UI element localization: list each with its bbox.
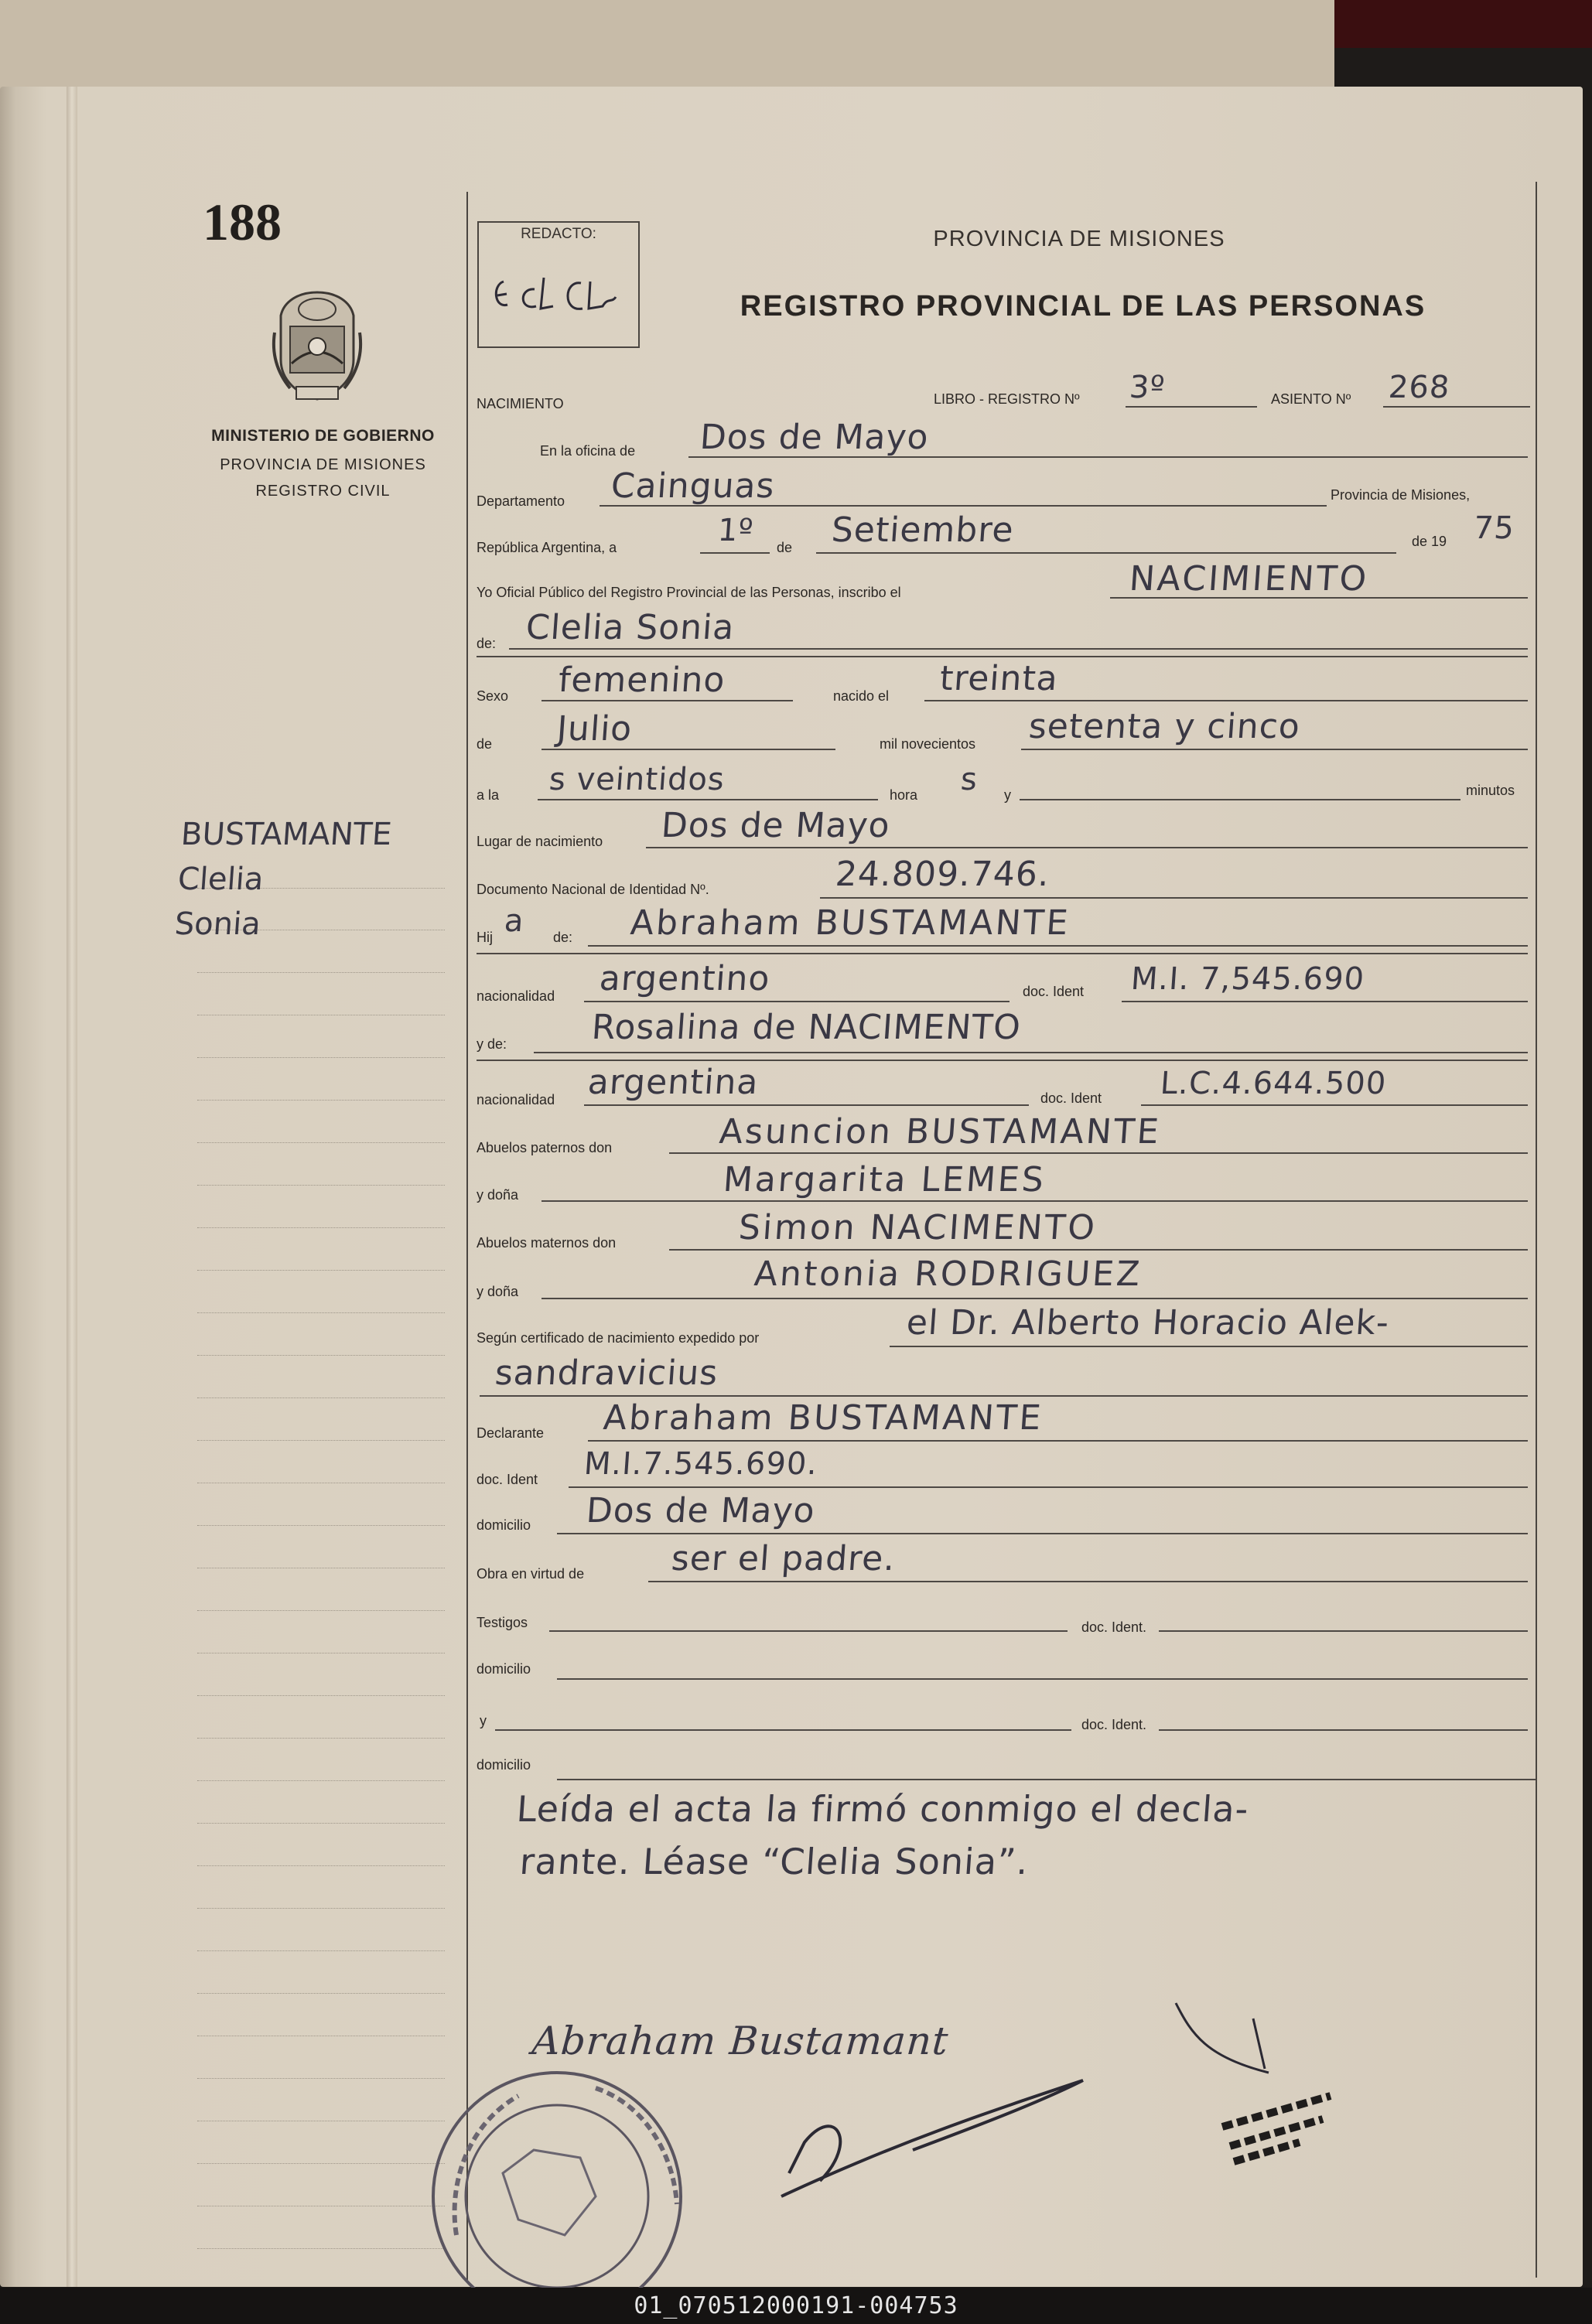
sexo-value: femenino: [557, 660, 727, 700]
nacido-value: treinta: [938, 659, 1060, 698]
dni-value: 24.809.746.: [834, 855, 1051, 894]
form-left-border: [466, 192, 468, 2280]
page-spine-fold: [67, 87, 77, 2287]
mil-label: mil novecientos: [880, 736, 976, 752]
redacto-box: [477, 221, 640, 348]
nac2-value: argentina: [586, 1063, 760, 1102]
ministry-office: REGISTRO CIVIL: [255, 483, 391, 500]
doc3-value: M.I.7.545.690.: [582, 1446, 819, 1482]
dni-label: Documento Nacional de Identidad Nº.: [477, 882, 709, 897]
ydona1-label: y doña: [477, 1187, 519, 1203]
mes-nac-value: Julio: [555, 709, 634, 749]
hora-extra: s: [959, 762, 979, 797]
doc2-label: doc. Ident: [1040, 1090, 1102, 1106]
hora-label: hora: [890, 787, 918, 803]
inscribo-value: NACIMIENTO: [1128, 559, 1370, 599]
testigos-label: Testigos: [477, 1615, 528, 1630]
page-number: 188: [203, 193, 282, 251]
margin-surname: BUSTAMANTE: [179, 817, 393, 852]
abp2-value: Margarita LEMES: [722, 1160, 1047, 1200]
y2-label: y: [480, 1713, 487, 1728]
asiento-label: ASIENTO Nº: [1271, 391, 1351, 407]
abp-value: Asuncion BUSTAMANTE: [718, 1112, 1163, 1152]
oficina-value: Dos de Mayo: [699, 418, 931, 457]
nac1-value: argentino: [598, 959, 772, 998]
image-id: 01_070512000191-004753: [634, 2292, 958, 2319]
ministry-block: [193, 427, 453, 500]
declarante-label: Declarante: [477, 1425, 545, 1441]
sexo-label: Sexo: [477, 688, 509, 704]
minutos-label: minutos: [1466, 783, 1515, 798]
year-label: de 19: [1412, 534, 1447, 549]
redacto-label: REDACTO:: [521, 226, 596, 242]
domicilio2-label: domicilio: [477, 1661, 531, 1677]
cert-value: el Dr. Alberto Horacio Alek-: [905, 1303, 1391, 1343]
abm2-value: Antonia RODRIGUEZ: [753, 1254, 1143, 1294]
nac2-label: nacionalidad: [477, 1092, 555, 1107]
departamento-label: Departamento: [477, 493, 565, 509]
doc1-label: doc. Ident: [1023, 984, 1085, 999]
de-label: de: [777, 540, 793, 555]
hora-value: s veintidos: [548, 762, 726, 797]
hijo-de-label: de:: [553, 930, 573, 945]
declarante-signature: Abraham Bustamant: [530, 2019, 951, 2063]
nota-line-1: Leída el acta la firmó conmigo el decla-: [515, 1788, 1251, 1830]
year-value: 75: [1472, 510, 1516, 546]
cert-label: Según certificado de nacimiento expedido por: [477, 1330, 760, 1346]
nac1-label: nacionalidad: [477, 988, 555, 1004]
abm-label: Abuelos maternos don: [477, 1235, 617, 1251]
margin-first-name: Clelia: [176, 862, 265, 897]
abm-value: Simon NACIMENTO: [737, 1208, 1098, 1247]
nombre-value: Clelia Sonia: [524, 608, 736, 647]
nacimiento-label: NACIMIENTO: [477, 396, 564, 411]
under-page: [0, 0, 1334, 101]
cert-value2: sandravicius: [494, 1353, 720, 1393]
redacto-initials-icon: [488, 266, 627, 328]
domicilio3-label: domicilio: [477, 1757, 531, 1773]
hijo-label: Hij: [477, 930, 493, 945]
oficial-label: Yo Oficial Público del Registro Provincial de las Personas, inscribo el: [477, 585, 901, 600]
registry-seal-icon: [410, 2034, 688, 2312]
form-right-border: [1536, 182, 1537, 2278]
nota-line-2: rante. Léase “Clelia Sonia”.: [518, 1841, 1030, 1882]
margin-second-name: Sonia: [173, 906, 262, 942]
registry-title: REGISTRO PROVINCIAL DE LAS PERSONAS: [740, 290, 1426, 322]
obra-label: Obra en virtud de: [477, 1566, 585, 1582]
padre-value: Abraham BUSTAMANTE: [629, 903, 1072, 943]
de2-label: de:: [477, 636, 497, 651]
declarante-value: Abraham BUSTAMANTE: [602, 1398, 1045, 1438]
misiones-crest-icon: [267, 286, 367, 406]
day-value: 1º: [716, 513, 755, 548]
docid1-label: doc. Ident.: [1081, 1619, 1147, 1635]
de3-label: de: [477, 736, 493, 752]
obra-value: ser el padre.: [670, 1539, 897, 1578]
anio-nac-value: setenta y cinco: [1027, 707, 1302, 746]
header-province: PROVINCIA DE MISIONES: [933, 227, 1225, 251]
asiento-value: 268: [1387, 370, 1451, 405]
image-id-footer: [0, 2288, 1592, 2324]
libro-value: 3º: [1128, 370, 1167, 405]
month-value: Setiembre: [830, 510, 1016, 550]
docid2-label: doc. Ident.: [1081, 1717, 1147, 1732]
nacido-label: nacido el: [833, 688, 890, 704]
lugar-label: Lugar de nacimiento: [477, 834, 603, 849]
y-label: y: [1004, 787, 1011, 803]
margin-name: [173, 812, 393, 947]
libro-label: LIBRO - REGISTRO Nº: [934, 391, 1080, 407]
doc3-label: doc. Ident: [477, 1472, 538, 1487]
ydona2-label: y doña: [477, 1284, 519, 1299]
doc2-value: L.C.4.644.500: [1159, 1066, 1388, 1101]
lugar-value: Dos de Mayo: [660, 806, 892, 845]
abp-label: Abuelos paternos don: [477, 1140, 613, 1155]
doc1-value: M.I. 7,545.690: [1129, 961, 1366, 997]
hijo-suffix: a: [503, 903, 526, 939]
domicilio-label: domicilio: [477, 1517, 531, 1533]
oficina-label: En la oficina de: [540, 443, 636, 459]
book-cover-edge: [1334, 0, 1592, 48]
ministry-name: MINISTERIO DE GOBIERNO: [211, 427, 435, 445]
ministry-province: PROVINCIA DE MISIONES: [220, 456, 426, 473]
departamento-value: Cainguas: [610, 466, 777, 506]
domicilio-value: Dos de Mayo: [585, 1491, 817, 1531]
republica-label: República Argentina, a: [477, 540, 617, 555]
alas-label: a la: [477, 787, 500, 803]
yde-label: y de:: [477, 1036, 507, 1052]
provincia-label: Provincia de Misiones,: [1331, 487, 1471, 503]
madre-value: Rosalina de NACIMENTO: [590, 1008, 1023, 1047]
